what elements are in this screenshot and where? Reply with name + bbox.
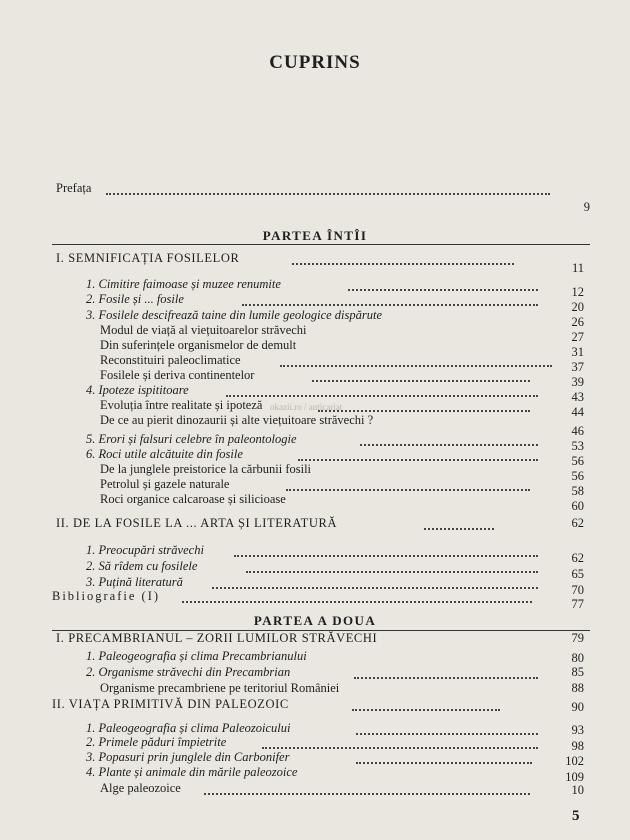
toc-subentry: Reconstituiri paleoclimatice	[100, 352, 530, 368]
toc-entry: 6. Roci utile alcătuite din fosile	[86, 446, 576, 462]
toc-page-preface: 9	[583, 200, 590, 214]
toc-entry: 4. Ipoteze ispititoare	[86, 382, 576, 398]
toc-entry: 1. Cimitire faimoase și muzee renumite	[86, 276, 576, 292]
toc-page: 11	[571, 261, 584, 275]
toc-entry: 3. Fosilele descifrează taine din lumile geologice dispărute	[86, 308, 383, 322]
watermark: okazii.ro / anticariat	[270, 402, 343, 412]
toc-subentry: Modul de viață al viețuitoarelor străvechi	[100, 323, 307, 337]
toc-entry: 3. Popasuri prin junglele din Carbonifer	[86, 749, 576, 765]
toc-subentry: Din suferințele organismelor de demult	[100, 338, 297, 352]
part-heading-1: PARTEA ÎNTÎI	[262, 228, 368, 243]
toc-subentry: Alge paleozoice	[100, 780, 530, 796]
toc-entry: 3. Puțină literatură	[86, 574, 576, 590]
toc-entry: 2. Primele păduri împietrite	[86, 734, 576, 750]
toc-subentry: Evoluția între realitate și ipoteză	[100, 397, 530, 413]
page-number: 5	[572, 808, 580, 824]
toc-subentry: Roci organice calcaroase și silicioase	[100, 492, 286, 506]
toc-entry: 1. Preocupări străvechi	[86, 542, 576, 558]
toc-entry: 4. Plante și animale din mările paleozoice	[86, 765, 298, 779]
toc-subentry: Fosilele și deriva continentelor	[100, 367, 530, 383]
divider-rule	[52, 244, 590, 245]
toc-entry: 2. Organisme străvechi din Precambrian	[86, 664, 576, 680]
page-title: CUPRINS	[269, 52, 361, 73]
toc-label: Prefața	[56, 181, 92, 195]
toc-subentry: De la junglele preistorice la cărbunii fosili	[100, 462, 312, 476]
toc-entry: 1. Paleogeografia și clima Precambrianului	[86, 649, 307, 663]
toc-entry: 1. Paleogeografia și clima Paleozoicului	[86, 720, 576, 736]
toc-chapter: II. DE LA FOSILE LA ... ARTA ȘI LITERATURĂ	[56, 515, 590, 531]
toc-subentry: Petrolul și gazele naturale	[100, 476, 530, 492]
part-heading-2: PARTEA A DOUA	[253, 613, 377, 628]
toc-page: CUPRINS Prefața 9 PARTEA ÎNTÎI I. SEMNIFICAȚIA FOSILELOR 11 1. Cimitire faimoase și muzee renumite 12 2. Fosile și ... fosile 20 3. Fosilele descifrează taine din lumile geologice dispărute 26 Modul de viață al viețuitoarelor străvechi 27 Din suferințele organismelor de demult 31 Reconstituiri paleoclimatice 37 Fosilele și deriva continentelor 39 4. Ipoteze ispititoare 43 Evoluția între realitate și ipoteză 44 De ce au pierit dinozaurii și alte viețuitoare străvechi ? 46 5. Erori și falsuri celebre în paleontologie 53 6. Roci utile alcătuite din fosile 56 De la junglele preistorice la cărbunii fosili 56 Petrolul și gazele naturale 58 Roci organice calcaroase și silicioase 60 II. DE LA FOSILE LA ... ARTA ȘI LITERATURĂ 62 1. Preocupări străvechi 62 2. Să rîdem cu fosilele 65 3. Puțină literatură 70 Bibliografie (I) 77 PARTEA A DOUA I. PRECAMBRIANUL – ZORII LUMILOR STRĂVECHI 79 1. Paleogeografia și clima Precambrianului 80 2. Organisme străvechi din Precambrian 85 Organisme precambriene pe teritoriul României 88 II. VIAȚA PRIMITIVĂ DIN PALEOZOIC 90 1. Paleogeografia și clima Paleozoicului 93 2. Primele păduri împietrite 98 3. Popasuri prin junglele din Carbonifer 102 4. Plante și animale din mările paleozoice 109 Alge paleozoice 10 okazii.ro / anticariat 5	[0, 0, 630, 840]
toc-subentry: De ce au pierit dinozaurii și alte viețuitoare străvechi ?	[100, 413, 374, 427]
toc-chapter: I. PRECAMBRIANUL – ZORII LUMILOR STRĂVECHI	[56, 631, 378, 645]
toc-chapter: I. SEMNIFICAȚIA FOSILELOR	[56, 250, 590, 266]
toc-entry: 2. Fosile și ... fosile	[86, 291, 576, 307]
toc-subentry: Organisme precambriene pe teritoriul României	[100, 681, 340, 695]
toc-entry: 5. Erori și falsuri celebre în paleontologie	[86, 431, 576, 447]
toc-chapter: II. VIAȚA PRIMITIVĂ DIN PALEOZOIC	[52, 696, 590, 712]
toc-entry: 2. Să rîdem cu fosilele	[86, 558, 576, 574]
leader-dots	[106, 191, 550, 195]
toc-bibliography: Bibliografie (I)	[52, 588, 590, 604]
toc-entry-preface	[56, 180, 590, 196]
